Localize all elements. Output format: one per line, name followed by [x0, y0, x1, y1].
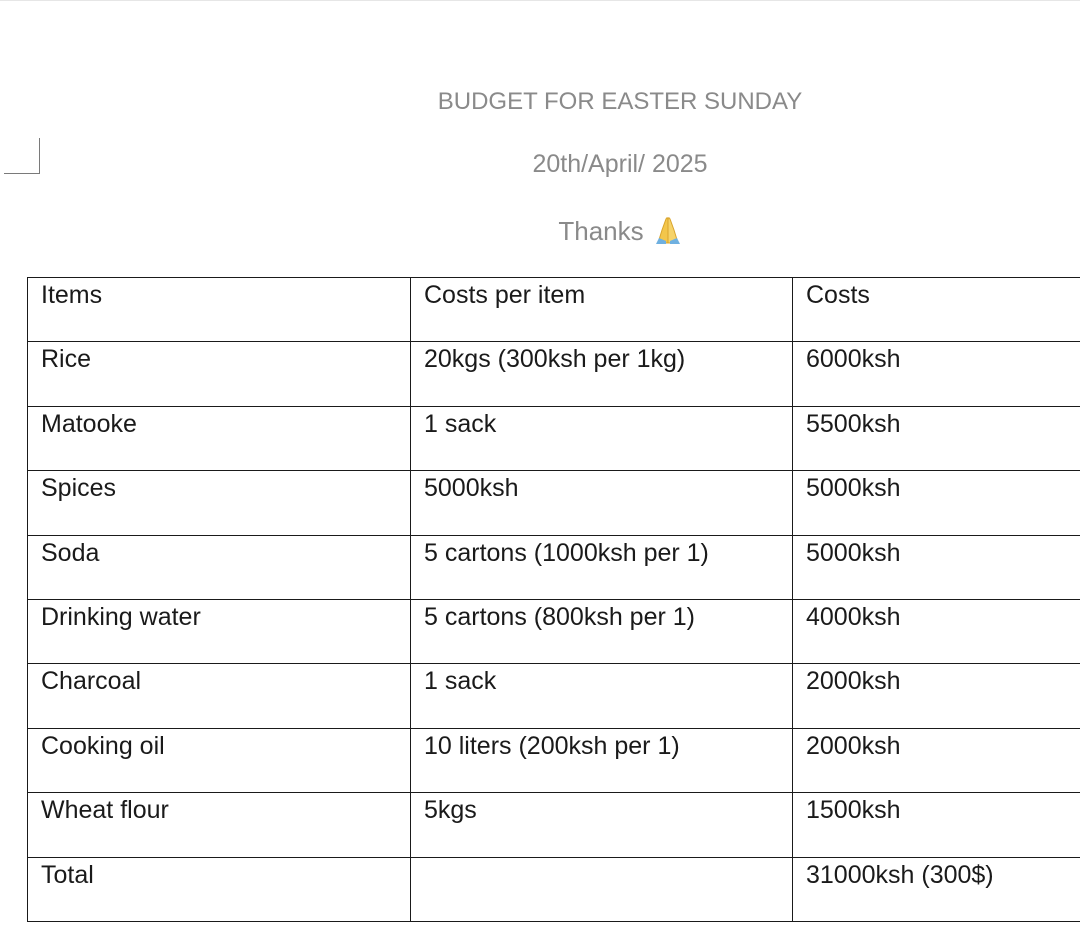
- table-row: [28, 406, 1080, 470]
- item-cell: Wheat flour: [28, 793, 411, 857]
- total-row: [28, 857, 1080, 921]
- total-label-cell: Total: [28, 857, 411, 921]
- cost-cell: 6000ksh: [793, 342, 1080, 406]
- table-row: [28, 599, 1080, 663]
- item-cell: Cooking oil: [28, 728, 411, 792]
- table-row: [28, 664, 1080, 728]
- cost-per-item-cell: 1 sack: [411, 664, 793, 728]
- table-header-row: [28, 278, 1080, 342]
- cost-cell: 1500ksh: [793, 793, 1080, 857]
- total-cost-cell: 31000ksh (300$): [793, 857, 1080, 921]
- thanks-text: Thanks: [558, 216, 644, 246]
- table-row: [28, 342, 1080, 406]
- item-cell: Rice: [28, 342, 411, 406]
- cost-cell: 2000ksh: [793, 728, 1080, 792]
- table-row: [28, 471, 1080, 535]
- item-cell: Soda: [28, 535, 411, 599]
- table-row: [28, 728, 1080, 792]
- cost-cell: 2000ksh: [793, 664, 1080, 728]
- cost-cell: 5000ksh: [793, 535, 1080, 599]
- praying-hands-icon: [654, 214, 682, 244]
- document-title: BUDGET FOR EASTER SUNDAY: [437, 88, 803, 115]
- cost-cell: 4000ksh: [793, 599, 1080, 663]
- budget-table: [27, 277, 1080, 922]
- page-top-border: [0, 0, 1080, 1]
- header-cell-costs: Costs: [793, 278, 1080, 342]
- table-row: [28, 535, 1080, 599]
- item-cell: Drinking water: [28, 599, 411, 663]
- table-row: [28, 793, 1080, 857]
- thanks-line: [0, 214, 1080, 247]
- cost-per-item-cell: 20kgs (300ksh per 1kg): [411, 342, 793, 406]
- cost-per-item-cell: 5 cartons (1000ksh per 1): [411, 535, 793, 599]
- cost-cell: 5500ksh: [793, 406, 1080, 470]
- header-cell-items: Items: [28, 278, 411, 342]
- total-empty-cell: [411, 857, 793, 921]
- cost-per-item-cell: 10 liters (200ksh per 1): [411, 728, 793, 792]
- item-cell: Matooke: [28, 406, 411, 470]
- document-date: 20th/April/ 2025: [532, 150, 708, 178]
- header-cell-costs-per-item: Costs per item: [411, 278, 793, 342]
- item-cell: Charcoal: [28, 664, 411, 728]
- cost-per-item-cell: 5 cartons (800ksh per 1): [411, 599, 793, 663]
- cost-per-item-cell: 5kgs: [411, 793, 793, 857]
- item-cell: Spices: [28, 471, 411, 535]
- cost-cell: 5000ksh: [793, 471, 1080, 535]
- cost-per-item-cell: 1 sack: [411, 406, 793, 470]
- cost-per-item-cell: 5000ksh: [411, 471, 793, 535]
